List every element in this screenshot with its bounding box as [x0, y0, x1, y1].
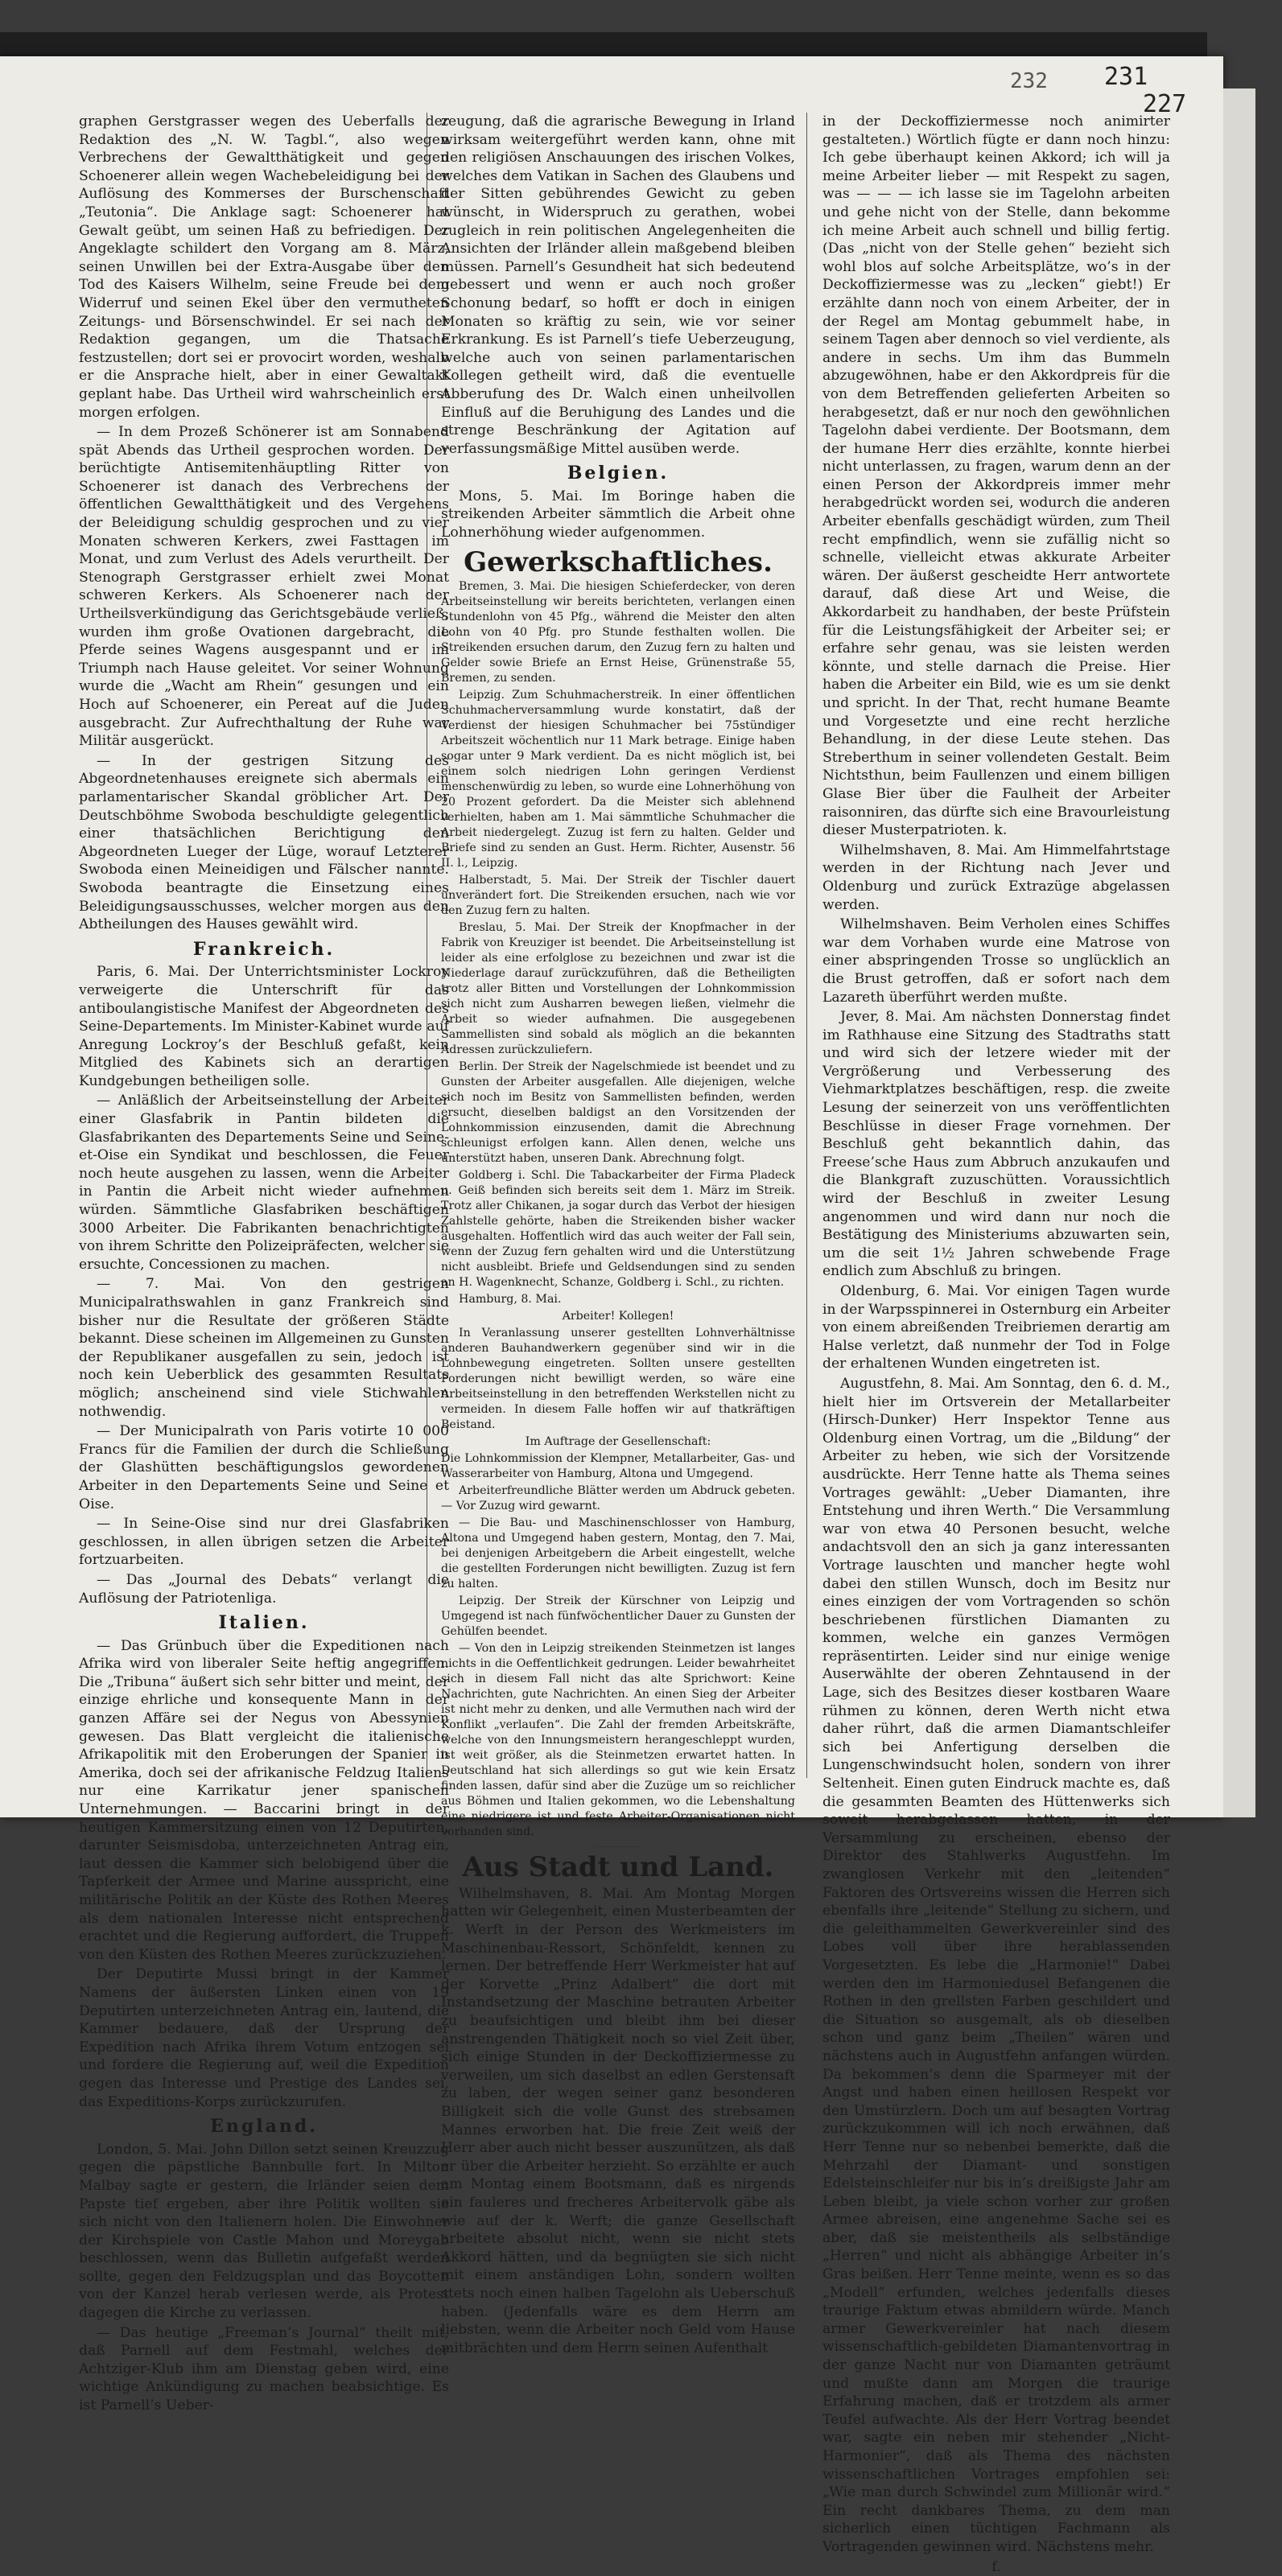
paragraph: Die Lohnkommission der Klempner, Metallarbeiter, Gas- und Wasserarbeiter von Hamburg, Altona und Umgegend.	[441, 1452, 795, 1481]
paragraph: — Der Municipalrath von Paris votirte 10 000 Francs für die Familien der durch die Schließung der Glashütten beschäftigungslos gewordenen Arbeiter in den Departements Seine und Seine et Oise.	[79, 1423, 449, 1512]
paragraph: Hamburg, 8. Mai.	[459, 1293, 562, 1307]
paragraph: — 7. Mai. Von den gestrigen Municipalrathswahlen in ganz Frankreich sind bisher nur die Resultate der größeren Städte bekannt. Diese scheinen im Allgemeinen zu Gunsten der Republikaner ausgefallen zu sein, jedoch ist noch kein Ueberblick des gesammten Resultats möglich; anscheinend sind viele Stichwahlen nothwendig.	[79, 1276, 449, 1420]
signature-line: Im Auftrage der Gesellenschaft:	[525, 1435, 711, 1449]
paragraph: Wilhelmshaven. Beim Verholen eines Schiffes war dem Vorhaben wurde eine Matrose von einer abspringenden Trosse so unglücklich an die Brust getroffen, daß er sofort nach dem Lazareth überführt werden mußte.	[822, 916, 1170, 1006]
appeal-heading: Arbeiter! Kollegen!	[562, 1310, 674, 1323]
paragraph: zeugung, daß die agrarische Bewegung in Irland wirksam weitergeführt werden kann, ohne mit den religiösen Anschauungen des irischen Volkes, welches dem Vatikan in Sachen des Glaubens und der Sitten gebührendes Gewicht zu geben wünscht, in Widerspruch zu gerathen, wobei zugleich in rein politischen Angelegenheiten die Ansichten der Irländer allein maßgebend bleiben müssen. Parnell’s Gesundheit hat sich bedeutend gebessert und wenn er auch noch großer Schonung bedarf, so hofft er doch in einigen Monaten so kräftig zu sein, wie vor seiner Erkrankung. Es ist Parnell’s tiefe Ueberzeugung, welche auch von seinen parlamentarischen Kollegen getheilt wird, daß die eventuelle Abberufung des Dr. Walch einen unheilvollen Einfluß auf die Beruhigung des Landes und die strenge Beschränkung der Agitation auf verfassungsmäßige Mittel ausüben werde.	[441, 113, 795, 457]
column-2	[441, 113, 795, 2356]
paragraph: In Veranlassung unserer gestellten Lohnverhältnisse anderen Bauhandwerkern gegenüber sind wir in die Lohnbewegung eingetreten. Sollten unsere gestellten Forderungen nicht bewilligt werden, so wäre eine Arbeitseinstellung in den betreffenden Werkstellen nicht zu vermeiden. In diesem Falle hoffen wir auf thatkräftigen Beistand.	[441, 1327, 795, 1432]
binding-strip	[0, 32, 1207, 56]
paragraph: Wilhelmshaven, 8. Mai. Am Himmelfahrtstage werden in der Richtung nach Jever und Oldenburg und zurück Extrazüge abgelassen werden.	[822, 842, 1170, 913]
folio-number-crossed: 232	[1010, 69, 1048, 93]
paragraph: — Anläßlich der Arbeitseinstellung der Arbeiter einer Glasfabrik in Pantin bildeten die Glasfabrikanten des Departements Seine und Seine-et-Oise ein Syndikat und beschlossen, die Feuer noch heute ausgehen zu lassen, wenn die Arbeiter in Pantin die Arbeit nicht wieder aufnehmen würden. Sämmtliche Glasfabriken beschäftigen 3000 Arbeiter. Die Fabrikanten benachrichtigten von ihrem Schritte den Polizeipräfecten, welcher sie ersuchte, Concessionen zu machen.	[79, 1093, 449, 1273]
paragraph: — Die Bau- und Maschinenschlosser von Hamburg, Altona und Umgegend haben gestern, Montag, den 7. Mai, bei denjenigen Arbeitgebern die Arbeit eingestellt, welche die gestellten Forderungen nicht bewilligten. Zuzug ist fern zu halten.	[441, 1516, 795, 1591]
section-heading-belgien: Belgien.	[567, 463, 670, 484]
section-heading-aus-stadt-und-land: Aus Stadt und Land.	[462, 1851, 774, 1884]
paragraph: Leipzig. Zum Schuhmacherstreik. In einer öffentlichen Schuhmacherversammlung wurde konstatirt, daß der Verdienst der hiesigen Schuhmacher bei 75stündiger Arbeitszeit wöchentlich nur 11 Mark betrage. Einige haben sogar unter 9 Mark verdient. Da es nicht möglich ist, bei einem solch niedrigen Lohn geringen Verdienst menschenwürdig zu leben, so wurde eine Lohnerhöhung von 20 Prozent gefordert. Da die Meister sich ablehnend verhielten, haben am 1. Mai sämmtliche Schuhmacher die Arbeit niedergelegt. Zuzug ist fern zu halten. Gelder und Briefe sind zu senden an Gust. Herm. Richter, Ausenstr. 56 II. l., Leipzig.	[441, 689, 795, 870]
paragraph: Halberstadt, 5. Mai. Der Streik der Tischler dauert unverändert fort. Die Streikenden ersuchen, nach wie vor den Zuzug fern zu halten.	[441, 874, 795, 918]
divider	[594, 1846, 642, 1847]
section-heading-italien: Italien.	[218, 1612, 310, 1634]
paragraph: in der Deckoffiziermesse noch animirter gestalteten.) Wörtlich fügte er dann noch hinzu: Ich gebe überhaupt keinen Akkord; ich will ja meine Arbeiter lieber — mit Respekt zu sagen, was — — — ich lasse sie im Tagelohn arbeiten und gehe nicht von der Stelle, dann bekomme ich meine Arbeit auch schnell und billig fertig. (Das „nicht von der Stelle gehen“ bezieht sich wohl blos auf solche Arbeitsplätze, wo’s in der Deckoffiziermesse was zu „lecken“ giebt!) Er erzählte dann noch von einem Arbeiter, der in der Regel am Montag gebummelt habe, in seinem Tagen aber dennoch so viel verdiente, als andere in sechs. Um ihm das Bummeln abzugewöhnen, habe er den Akkordpreis für die von dem Betreffenden gelieferten Arbeiten so herabgesetzt, daß er nur noch den gewöhnlichen Tagelohn dabei verdiente. Der Bootsmann, dem der humane Herr dies erzählte, konnte hierbei nicht unterlassen, zu fragen, warum denn an der einen Person der Akkordpreis immer mehr herabgedrückt worden sei, wodurch die anderen Arbeiter ebenfalls geschädigt würden, zum Theil recht empfindlich, wenn sie zufällig nicht so schnelle, vielleicht etwas akkurate Arbeiter wären. Der äußerst gescheidte Herr antwortete darauf, daß diese Art und Weise, die Akkordarbeit zu handhaben, der beste Prüfstein für die Leistungsfähigkeit der Arbeiter sei; er erfahre sehr genau, was sie leisten werden könnte, und stelle darnach die Preise. Hier haben die Arbeiter ein Bild, wie es um sie denkt und spricht. In der That, recht humane Beamte und Vorgesetzte und eine recht herzliche Behandlung, in der diese Leute stehen. Das Streberthum in seiner vollendeten Gestalt. Beim Nichtsthun, beim Faullenzen und einem billigen Glase Bier über die Faulheit der Arbeiter raisonniren, das dürfte sich eine Bravourleistung dieser Musterpatrioten. k.	[822, 113, 1170, 839]
section-heading-frankreich: Frankreich.	[192, 938, 336, 960]
paragraph: Arbeiterfreundliche Blätter werden um Abdruck gebeten. — Vor Zuzug wird gewarnt.	[441, 1484, 795, 1513]
paragraph: Mons, 5. Mai. Im Boringe haben die streikenden Arbeiter sämmtlich die Arbeit ohne Lohnerhöhung wieder aufgenommen.	[441, 488, 795, 541]
paragraph: — Das „Journal des Debats“ verlangt die Auflösung der Patriotenliga.	[79, 1571, 449, 1607]
paragraph: — In dem Prozeß Schönerer ist am Sonnabend spät Abends das Urtheil gesprochen worden. Der berüchtigte Antisemitenhäuptling Ritter von Schoenerer ist danach des Verbrechens der öffentlichen Gewaltthätigkeit und des Vergehens der Beleidigung schuldig gesprochen und zu vier Monaten schweren Kerkers, zwei Fasttagen im Monat, und zum Verlust des Adels verurtheilt. Der Stenograph Gerstgrasser erhielt zwei Monat schweren Kerkers. Als Schoenerer nach der Urtheilsverkündigung das Gerichtsgebäude verließ, wurden ihm große Ovationen dargebracht, die Pferde seines Wagens ausgespannt und er im Triumph nach Hause geleitet. Vor seiner Wohnung wurde die „Wacht am Rhein“ gesungen und ein Hoch auf Schoenerer, ein Pereat auf die Juden ausgebracht. Zur Aufrechthaltung der Ruhe war Militär ausgerückt.	[79, 424, 449, 750]
paragraph: Oldenburg, 6. Mai. Vor einigen Tagen wurde in der Warpsspinnerei in Osternburg ein Arbeiter von einem abreißenden Treibriemen derartig am Halse verletzt, daß nunmehr der Tod in Folge der erhaltenen Wunden eingetreten ist.	[822, 1283, 1170, 1372]
section-heading-gewerkschaftliches: Gewerkschaftliches.	[464, 545, 773, 578]
folio-number-page: 227	[1143, 90, 1187, 118]
section-heading-england: England.	[210, 2116, 318, 2138]
column-1	[79, 113, 449, 2414]
folio-number-top: 231	[1104, 63, 1148, 91]
paragraph: Der Deputirte Mussi bringt in der Kammer Namens der äußersten Linken einen von 19 Deputirten unterzeichneten Antrag ein, lautend, die Kammer bedauere, daß der Ursprung der Expedition nach Afrika ihrem Votum entzogen sei und fordere die Regierung auf, weil die Expedition gegen das Interesse und Prestige des Landes sei, das Expeditions-Korps zurückzurufen.	[79, 1966, 449, 2110]
paragraph: Jever, 8. Mai. Am nächsten Donnerstag findet im Rathhause eine Sitzung des Stadtraths statt und wird sich der letzere wieder mit der Vergrößerung und Verbesserung des Viehmarktplatzes beschäftigen, resp. die zweite Lesung der seinerzeit von uns veröffentlichten Beschlüsse in dieser Frage vornehmen. Der Beschluß geht bekanntlich dahin, das Freese’sche Haus zum Abbruch anzukaufen und die Blankgraft zuzuschütten. Voraussichtlich wird der Beschluß in zweiter Lesung angenommen und wird dann nur noch die Bestätigung des Ministeriums abzuwarten sein, um die seit 1½ Jahren schwebende Frage endlich zum Abschluß zu bringen.	[822, 1009, 1170, 1280]
page-edge	[1223, 88, 1255, 1817]
column-rule-2	[806, 113, 807, 1778]
paragraph: — Das heutige „Freeman’s Journal“ theilt mit, daß Parnell auf dem Festmahl, welches der Achtziger-Klub ihm am Dienstag geben wird, eine wichtige Ankündigung zu machen beabsichtige. Es ist Parnell’s Ueber-	[79, 2324, 449, 2414]
paragraph: — Das Grünbuch über die Expeditionen nach Afrika wird von liberaler Seite heftig angegriffen. Die „Tribuna“ äußert sich sehr bitter und meint, der einzige ehrliche und konsequente Mann in der ganzen Affäre sei der Negus von Abessynien gewesen. Das Blatt vergleicht die italienische Afrikapolitik mit den Eroberungen der Spanier in Amerika, doch sei der afrikanische Feldzug Italiens nur eine Karrikatur jener spanischen Unternehmungen. — Baccarini bringt in der heutigen Kammersitzung einen von 12 Deputirten, darunter Seismisdoba, unterzeichneten Antrag ein, laut dessen die Kammer sich belobigend über die Tapferkeit der Armee und Marine ausspricht, eine militärische Politik an der Küste des Rothen Meeres als dem nationalen Interesse nicht entsprechend erachtet und die Regierung auffordert, die Truppen von den Küsten des Rothen Meeres zurückzuziehen.	[79, 1637, 449, 1963]
paragraph: — In Seine-Oise sind nur drei Glasfabriken geschlossen, in allen übrigen setzen die Arbeiter fortzuarbeiten.	[79, 1516, 449, 1569]
paragraph: Wilhelmshaven, 8. Mai. Am Montag Morgen hatten wir Gelegenheit, einen Musterbeamten der k. Werft in der Person des Werkmeisters im Maschinenbau-Ressort, Schönfeldt, kennen zu lernen. Der betreffende Herr Werkmeister hat auf der Korvette „Prinz Adalbert“ die dort mit Instandsetzung der Maschine betrauten Arbeiter zu beaufsichtigen und bleibt ihm bei dieser anstrengenden Thätigkeit noch so viel Zeit über, sich einige Stunden in der Deckoffiziermesse zu verweilen, um sich daselbst an edlen Gerstensaft zu laben, der wegen seiner ganz besonderen Billigkeit sich die volle Gunst des strebsamen Mannes erworben hat. Die freie Zeit weiß der Herr aber auch nicht besser auszunützen, als daß er über die Arbeiter herzieht. So erzählte er auch am Montag einem Bootsmann, daß es nirgends ein fauleres und frecheres Arbeitervolk gäbe als wie auf der k. Werft; die ganze Gesellschaft arbeitete absolut nicht, wenn sie nicht stets Akkord hätten, und da begnügten sie sich nicht mit einem anständigen Lohn, sondern wollten stets noch einen halben Tagelohn als Ueberschuß haben. (Jedenfalls wäre es dem Herrn am liebsten, wenn die Arbeiter noch Geld vom Hause mitbrächten und dem Herrn seinen Aufenthalt	[441, 1885, 795, 2356]
paragraph: London, 5. Mai. John Dillon setzt seinen Kreuzzug gegen die päpstliche Bannbulle fort. In Milton Malbay sagte er gestern, die Irländer seien dem Papste tief ergeben, aber ihre Politik wollten sie sich nicht von den Italienern holen. Die Einwohner der Kirchspiele von Castle Mahon und Moreygab beschlossen, wenn das Bulletin aufgefaßt werden sollte, gegen den Feldzugsplan und das Boycotten von der Kanzel herab verlesen werde, als Protest dagegen die Kirche zu verlassen.	[79, 2141, 449, 2322]
author-mark: f.	[991, 2558, 1001, 2575]
paragraph: Berlin. Der Streik der Nagelschmiede ist beendet und zu Gunsten der Arbeiter ausgefallen. Alle diejenigen, welche sich noch im Besitz von Sammellisten befinden, werden ersucht, dieselben baldigst an den Vorsitzenden der Lohnkommission einzusenden, damit die Abrechnung schleunigst erfolgen kann. Allen denen, welche uns unterstützt haben, unseren Dank. Abrechnung folgt.	[441, 1060, 795, 1166]
paragraph: Breslau, 5. Mai. Der Streik der Knopfmacher in der Fabrik von Kreuziger ist beendet. Die Arbeitseinstellung ist leider als eine erfolglose zu bezeichnen und zwar ist die Niederlage darauf zurückzuführen, daß die Betheiligten trotz aller Bitten und Vorstellungen der Lohnkommission sich nicht zum Ausharren bewegen ließen, vielmehr die Arbeit so wieder aufnahmen. Die ausgegebenen Sammellisten sind sobald als möglich an die bekannten Adressen zurückzuliefern.	[441, 921, 795, 1057]
paragraph: Paris, 6. Mai. Der Unterrichtsminister Lockroy verweigerte die Unterschrift für das antiboulangistische Manifest der Abgeordneten des Seine-Departements. Im Minister-Kabinet wurde auf Anregung Lockroy’s der Beschluß gefaßt, kein Mitglied des Kabinets sich an derartigen Kundgebungen betheiligen solle.	[79, 964, 449, 1089]
paragraph: graphen Gerstgrasser wegen des Ueberfalls der Redaktion des „N. W. Tagbl.“, also wegen Verbrechens der Gewaltthätigkeit und gegen Schoenerer allein wegen Wachebeleidigung bei der Auflösung des Kommerses der Burschenschaft „Teutonia“. Die Anklage sagt: Schoenerer hat Gewalt geübt, um seinen Haß zu befriedigen. Der Angeklagte schildert den Vorgang am 8. März, seinen Unwillen bei der Extra-Ausgabe über den Tod des Kaisers Wilhelm, seine Freude bei dem Widerruf und seinen Ekel über den vermutheten Zeitungs- und Börsenschwindel. Er sei nach der Redaktion gegangen, um die Thatsache festzustellen; dort sei er provocirt worden, weshalb er die Ansprache hielt, aber in einer Gewaltakt geplant habe. Das Urtheil wird wahrscheinlich erst morgen erfolgen.	[79, 113, 449, 421]
paragraph: — Von den in Leipzig streikenden Steinmetzen ist langes nichts in die Oeffentlichkeit gedrungen. Leider bewahrheitet sich in diesem Fall nicht das alte Sprichwort: Keine Nachrichten, gute Nachrichten. An einen Sieg der Arbeiter ist nicht mehr zu denken, und alle Vermuthen nach wird der Konflikt „verlaufen“. Die Zahl der fremden Arbeitskräfte, welche von den Innungsmeistern herangeschleppt wurden, ist weit größer, als die Steinmetzen erwartet hatten. In Deutschland hat sich allerdings so gut wie kein Ersatz finden lassen, dafür sind aber die Zuzüge um so reichlicher aus Böhmen und Italien gekommen, wo die Lebenshaltung eine niedrigere ist und feste Arbeiter-Organisationen nicht vorhanden sind.	[441, 1642, 795, 1839]
paragraph: Goldberg i. Schl. Die Tabackarbeiter der Firma Pladeck u. Geiß befinden sich bereits seit dem 1. März im Streik. Trotz aller Chikanen, ja sogar durch das Verbot der hiesigen Zahlstelle gehörte, haben die Streikenden bisher wacker ausgehalten. Hoffentlich wird das auch weiter der Fall sein, wenn der Zuzug fern gehalten wird und die Unterstützung nicht ausbleibt. Briefe und Geldsendungen sind zu senden an H. Wagenknecht, Schanze, Goldberg i. Schl., zu richten.	[441, 1169, 795, 1290]
paragraph: — In der gestrigen Sitzung des Abgeordnetenhauses ereignete sich abermals ein parlamentarischer Skandal gröblicher Art. Der Deutschböhme Swoboda beschuldigte gelegentlich einer thatsächlichen Berichtigung den Abgeordneten Lueger der Lüge, worauf Letzterer Swoboda einen Meineidigen und Fälscher nannte. Swoboda beantragte die Einsetzung eines Beleidigungsausschusses, welcher morgen aus den Abtheilungen des Hauses gewählt wird.	[79, 752, 449, 933]
column-3	[822, 113, 1170, 2575]
paragraph: Leipzig. Der Streik der Kürschner von Leipzig und Umgegend ist nach fünfwöchentlicher Dauer zu Gunsten der Gehülfen beendet.	[441, 1595, 795, 1639]
paragraph: Augustfehn, 8. Mai. Am Sonntag, den 6. d. M., hielt hier im Ortsverein der Metallarbeiter (Hirsch-Dunker) Herr Inspektor Tenne aus Oldenburg einen Vortrag, um die „Bildung“ der Arbeiter zu heben, wie sich der Vorsitzende ausdrückte. Herr Tenne hatte als Thema seines Vortrages gewählt: „Ueber Diamanten, ihre Entstehung und ihren Werth.“ Die Versammlung war von etwa 40 Personen besucht, welche andachtsvoll den an sich ja ganz interessanten Vortrage lauschten und mancher hegte wohl dabei den stillen Wunsch, doch im Besitz nur eines einzigen der vom Vortragenden so schön beschriebenen fürstlichen Diamanten zu kommen, welche ein ganzes Vermögen repräsentirten. Leider sind nur einige wenige Auserwählte der oberen Zehntausend in der Lage, sich des Besitzes dieser kostbaren Waare rühmen zu können, deren Werth nicht etwa daher rührt, daß die armen Diamantschleifer sich bei Anfertigung derselben die Lungenschwindsucht holen, sondern von ihrer Seltenheit. Einen guten Eindruck machte es, daß die gesammten Beamten des Hüttenwerks sich soweit herabgelassen hatten, in der Versammlung zu erscheinen, ebenso der Direktor des Stahlwerks Augustfehn. Im zwanglosen Verkehr mit den „leitenden“ Faktoren des Ortsvereins wissen die Herren sich ebenfalls ihre „leitende“ Stellung zu sichern, und die geleithammelten Gewerkvereinler sind des Lobes voll über ihre herablassenden Vorgesetzten. Es lebe die „Harmonie!“ Dabei werden den im Harmoniedusel Befangenen die Rothen in den grellsten Farben geschildert und die Situation so ausgemalt, als ob dieselben schon und ganz beim „Theilen“ wären und nächstens auch in Augustfehn anfangen würden. Da bekommen’s denn die Sparmeyer mit der Angst und haben einen heillosen Respekt vor den Umstürzlern. Doch um auf besagten Vortrag zurückzukommen will ich noch erwähnen, daß Herr Tenne nur so nebenbei bemerkte, daß die Mehrzahl der Diamant- und sonstigen Edelsteinschleifer nur bis in’s dreißigste Jahr am Leben bleibt, ja viele schon vorher zur großen Armee abreisen, eine angenehme Sache sei es aber, daß sie meistentheils als selbständige „Herren“ und nicht als abhängige Arbeiter in’s Gras beißen. Herr Tenne meinte, wenn es so das „Modell“ erfunden, welches jedenfalls dieses traurige Faktum etwas abmildern würde. Manch armer Gewerkvereinler hat nach diesem wissenschaftlich-gebildeten Diamantenvortrag in der ganze Nacht nur von Diamanten geträumt und mußte dann am Morgen die traurige Erfahrung machen, daß er trotzdem als armer Teufel aufwachte. Als der Herr Vortrag beendet war, sagte ein neben mir stehender „Nicht-Harmonier“, daß als Thema des nächsten wissenschaftlichen Vortrages empfohlen sei: „Wie man durch Schwindel zum Millionär wird.“ Ein recht dankbares Thema, zu dem man sicherlich einen tüchtigen Fachmann als Vortragenden gewinnen wird. Nächstens mehr.	[822, 1375, 1170, 2555]
paragraph: Bremen, 3. Mai. Die hiesigen Schieferdecker, von deren Arbeitseinstellung wir bereits berichteten, verlangen einen Stundenlohn von 45 Pfg., während die Meister den alten Lohn von 40 Pfg. pro Stunde festhalten wollen. Die Streikenden ersuchen darum, den Zuzug fern zu halten und Gelder sowie Briefe an Ernst Heise, Grünenstraße 55, Bremen, zu senden.	[441, 580, 795, 685]
